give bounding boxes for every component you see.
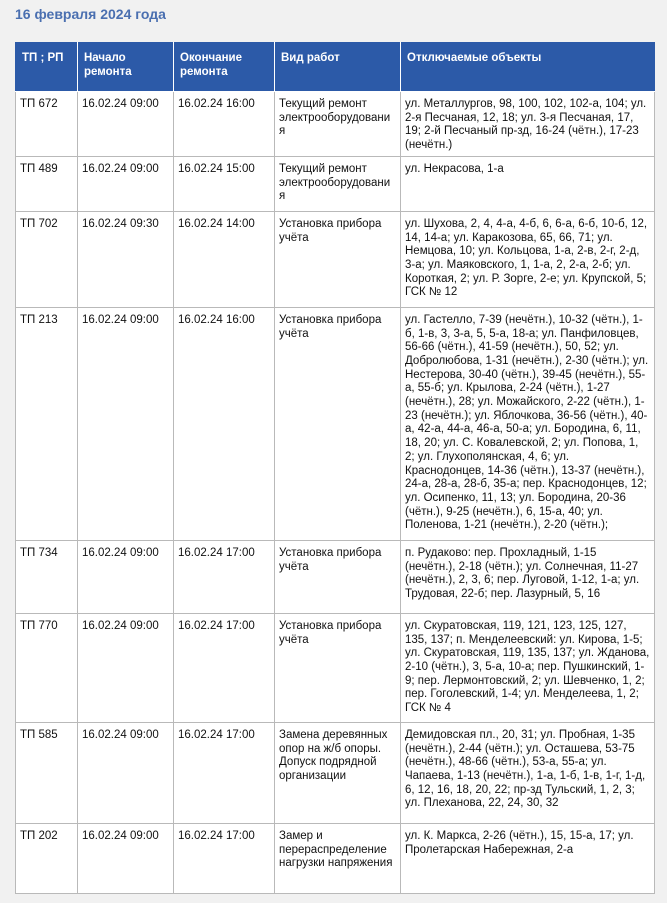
table-row: [16, 211, 655, 307]
cell-objects: ул. Некрасова, 1-а: [401, 156, 655, 211]
table-row: [16, 722, 655, 823]
cell-work: Установка прибора учёта: [275, 211, 401, 307]
cell-end: 16.02.24 17:00: [174, 722, 275, 823]
cell-work: Замена деревянных опор на ж/б опоры. Допуск подрядной организации: [275, 722, 401, 823]
cell-objects: Демидовская пл., 20, 31; ул. Пробная, 1-35 (нечётн.), 2-44 (чётн.); ул. Осташева, 53-75 (нечётн.), 48-66 (чётн.), 53-а, 55-а; ул. Чапаева, 1-13 (нечётн.), 1-а, 1-б, 1-в, 1-г, 1-д, 6, 12, 16, 18, 20, 22; пр-зд Тульский, 1, 2, 3; ул. Плеханова, 22, 24, 30, 32: [401, 722, 655, 823]
cell-work: Установка прибора учёта: [275, 307, 401, 540]
page-title: 16 февраля 2024 года: [15, 6, 166, 22]
table-row: [16, 613, 655, 722]
table-header: [16, 43, 655, 92]
cell-objects: ул. К. Маркса, 2-26 (чётн.), 15, 15-а, 17; ул. Пролетарская Набережная, 2-а: [401, 823, 655, 893]
table-row: [16, 823, 655, 893]
cell-objects: ул. Скуратовская, 119, 121, 123, 125, 127, 135, 137; п. Менделеевский: ул. Кирова, 1-5; ул. Скуратовская, 119, 135, 137; ул. Жданова, 2-10 (чётн.), 3, 5-а, 10-а; пер. Пушкинский, 1-9; пер. Лермонтовский, 2; ул. Шевченко, 1, 2; пер. Гоголевский, 1-4; ул. Менделеева, 1, 2; ГСК № 4: [401, 613, 655, 722]
header-work: Вид работ: [275, 43, 401, 92]
cell-start: 16.02.24 09:00: [78, 92, 174, 157]
cell-objects: ул. Металлургов, 98, 100, 102, 102-а, 104; ул. 2-я Песчаная, 12, 18; ул. 3-я Песчаная, 17, 19; 2-й Песчаный пр-зд, 16-24 (чётн.), 17-23 (нечётн.): [401, 92, 655, 157]
cell-tp: ТП 213: [16, 307, 78, 540]
header-row: [16, 43, 655, 92]
table-row: [16, 540, 655, 613]
cell-tp: ТП 585: [16, 722, 78, 823]
cell-end: 16.02.24 16:00: [174, 92, 275, 157]
cell-work: Установка прибора учёта: [275, 613, 401, 722]
cell-tp: ТП 489: [16, 156, 78, 211]
table-row: [16, 156, 655, 211]
cell-work: Текущий ремонт электрооборудования: [275, 156, 401, 211]
cell-tp: ТП 770: [16, 613, 78, 722]
header-tp: ТП ; РП: [16, 43, 78, 92]
cell-start: 16.02.24 09:00: [78, 613, 174, 722]
cell-end: 16.02.24 17:00: [174, 540, 275, 613]
cell-start: 16.02.24 09:00: [78, 722, 174, 823]
cell-start: 16.02.24 09:00: [78, 156, 174, 211]
cell-objects: п. Рудаково: пер. Прохладный, 1-15 (нечётн.), 2-18 (чётн.); ул. Солнечная, 11-27 (нечётн.), 2, 3, 6; пер. Луговой, 1-12, 1-а; ул. Трудовая, 22-б; пер. Лазурный, 5, 16: [401, 540, 655, 613]
header-end: Окончание ремонта: [174, 43, 275, 92]
cell-end: 16.02.24 17:00: [174, 823, 275, 893]
header-objects: Отключаемые объекты: [401, 43, 655, 92]
cell-tp: ТП 202: [16, 823, 78, 893]
header-start: Начало ремонта: [78, 43, 174, 92]
cell-start: 16.02.24 09:00: [78, 823, 174, 893]
cell-tp: ТП 702: [16, 211, 78, 307]
cell-tp: ТП 734: [16, 540, 78, 613]
cell-objects: ул. Шухова, 2, 4, 4-а, 4-б, 6, 6-а, 6-б, 10-б, 12, 14, 14-а; ул. Каракозова, 65, 66, 71; ул. Немцова, 10; ул. Кольцова, 1-а, 2-в, 2-г, 2-д, 3-а; ул. Маяковского, 1, 1-а, 2, 2-а, 2-б; ул. Короткая, 2; ул. Р. Зорге, 2-е; ул. Крупской, 5; ГСК № 12: [401, 211, 655, 307]
cell-end: 16.02.24 16:00: [174, 307, 275, 540]
cell-work: Установка прибора учёта: [275, 540, 401, 613]
cell-start: 16.02.24 09:30: [78, 211, 174, 307]
cell-end: 16.02.24 14:00: [174, 211, 275, 307]
cell-start: 16.02.24 09:00: [78, 540, 174, 613]
cell-work: Текущий ремонт электрооборудования: [275, 92, 401, 157]
cell-end: 16.02.24 15:00: [174, 156, 275, 211]
cell-objects: ул. Гастелло, 7-39 (нечётн.), 10-32 (чётн.), 1-б, 1-в, 3, 3-а, 5, 5-а, 18-а; ул. Панфиловцев, 56-66 (чётн.), 41-59 (нечётн.), 50, 52; ул. Добролюбова, 1-31 (нечётн.), 2-30 (чётн.); ул. Нестерова, 30-40 (чётн.), 39-45 (нечётн.), 55-а, 55-б; ул. Крылова, 2-24 (чётн.), 1-27 (нечётн.), 28; ул. Можайского, 2-22 (чётн.), 1-23 (нечётн.); ул. Яблочкова, 36-56 (чётн.), 40-а, 42-а, 44-а, 46-а, 50-а; ул. Бородина, 6, 11, 18, 20; ул. С. Ковалевской, 2; ул. Попова, 1, 2; ул. Глухополянская, 4, 6; ул. Краснодонцев, 14-36 (чётн.), 13-37 (нечётн.), 24-а, 28-а, 28-б, 35-а; пер. Краснодонцев, 12; ул. Осипенко, 11, 13; ул. Бородина, 20-36 (чётн.), 9-25 (нечётн.), 6, 15-а, 40; ул. Поленова, 1-21 (нечётн.), 2-20 (чётн.);: [401, 307, 655, 540]
cell-end: 16.02.24 17:00: [174, 613, 275, 722]
table-row: [16, 92, 655, 157]
table-body: [16, 92, 655, 894]
table-row: [16, 307, 655, 540]
outage-table: [15, 42, 655, 894]
cell-work: Замер и перераспределение нагрузки напряжения: [275, 823, 401, 893]
cell-tp: ТП 672: [16, 92, 78, 157]
cell-start: 16.02.24 09:00: [78, 307, 174, 540]
